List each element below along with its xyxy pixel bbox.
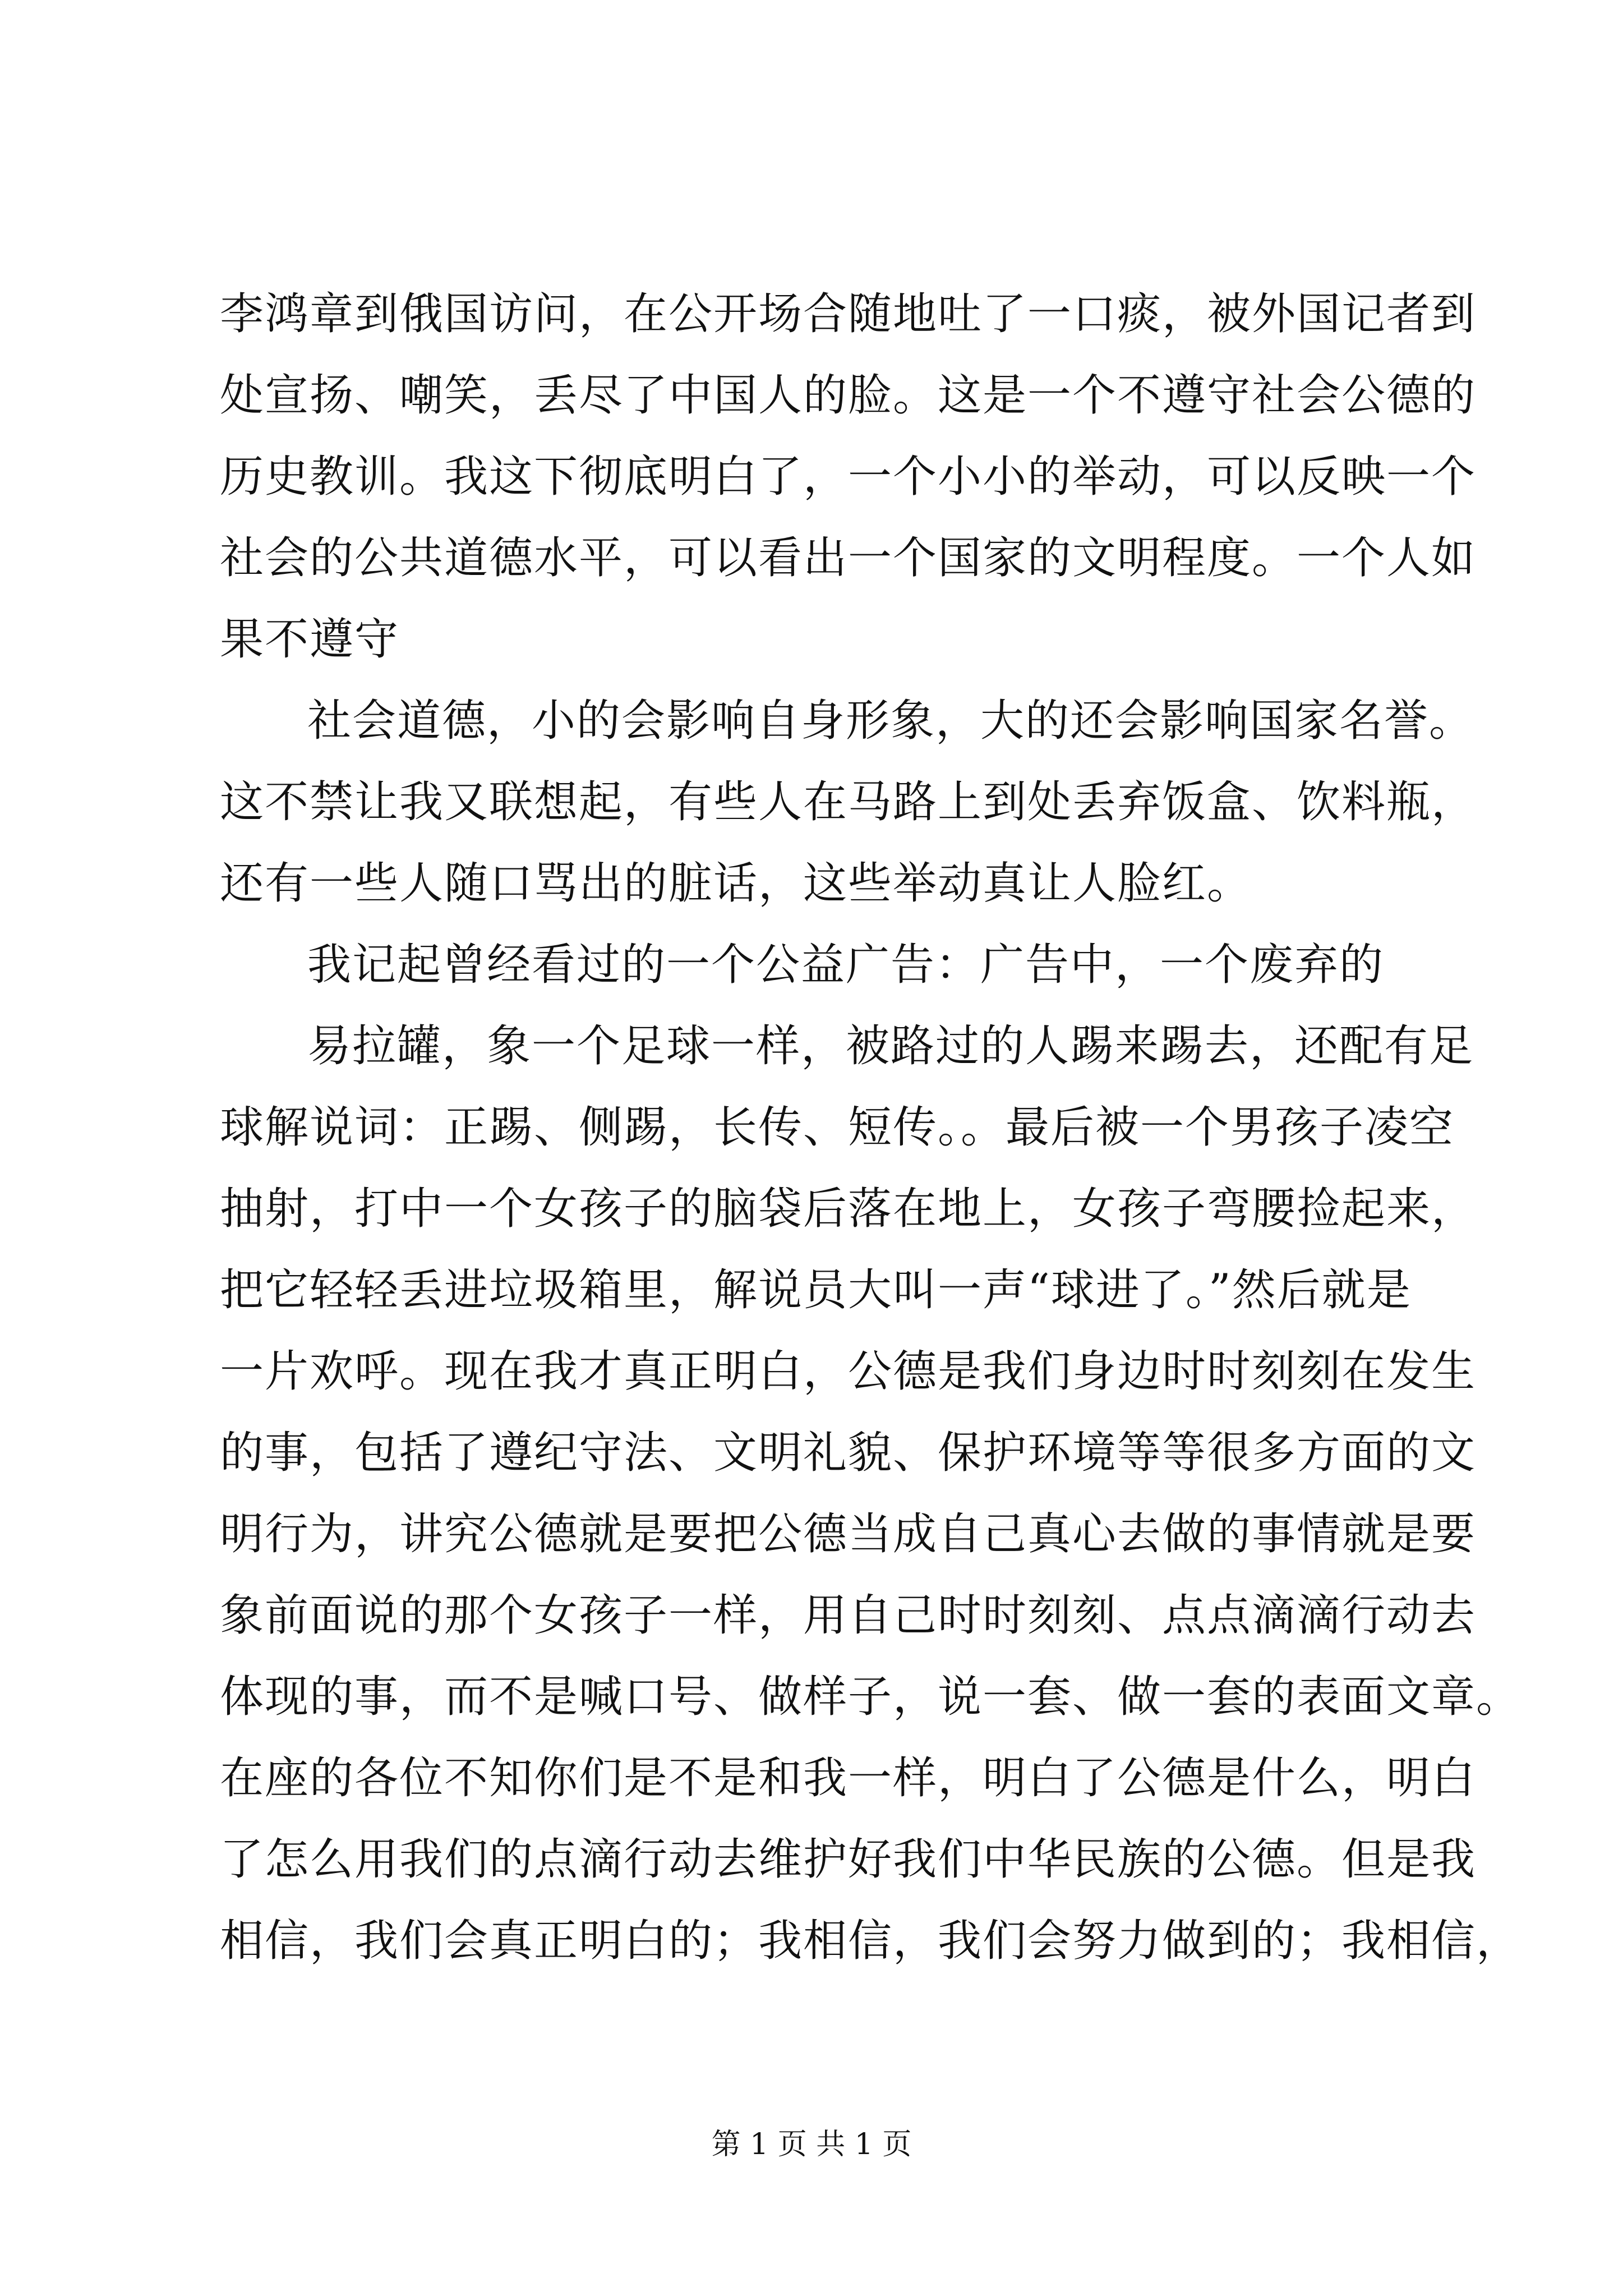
text-line: 李鸿章到俄国访问，在公开场合随地吐了一口痰，被外国记者到	[220, 289, 1477, 339]
text-line: 社会道德，小的会影响自身形象，大的还会影响国家名誉。	[307, 696, 1474, 746]
text-line: 相信，我们会真正明白的；我相信，我们会努力做到的；我相信，	[220, 1916, 1521, 1966]
text-line: 我记起曾经看过的一个公益广告：广告中，一个废弃的	[307, 940, 1385, 990]
text-line: 把它轻轻丢进垃圾箱里，解说员大叫一声“球进了。”然后就是	[220, 1265, 1412, 1315]
text-line: 了怎么用我们的点滴行动去维护好我们中华民族的公德。但是我	[220, 1834, 1477, 1885]
text-line: 在座的各位不知你们是不是和我一样，明白了公德是什么，明白	[220, 1753, 1477, 1803]
text-line: 球解说词：正踢、侧踢，长传、短传。。最后被一个男孩子凌空	[220, 1102, 1455, 1153]
text-line: 还有一些人随口骂出的脏话，这些举动真让人脸红。	[220, 858, 1252, 909]
body-text	[220, 274, 1521, 1982]
page-footer: 第 1 页 共 1 页	[711, 2128, 912, 2161]
text-line: 的事，包括了遵纪守法、文明礼貌、保护环境等等很多方面的文	[220, 1428, 1477, 1478]
text-line: 易拉罐，象一个足球一样，被路过的人踢来踢去，还配有足	[307, 1021, 1474, 1071]
text-line: 处宣扬、嘲笑，丢尽了中国人的脸。这是一个不遵守社会公德的	[220, 370, 1477, 421]
text-line: 抽射，打中一个女孩子的脑袋后落在地上，女孩子弯腰捡起来，	[220, 1184, 1477, 1234]
text-line: 历史教训。我这下彻底明白了，一个小小的举动，可以反映一个	[220, 452, 1477, 502]
text-line: 明行为，讲究公德就是要把公德当成自己真心去做的事情就是要	[220, 1509, 1477, 1559]
text-line: 一片欢呼。现在我才真正明白，公德是我们身边时时刻刻在发生	[220, 1346, 1477, 1397]
text-line: 体现的事，而不是喊口号、做样子，说一套、做一套的表面文章。	[220, 1672, 1521, 1722]
text-line: 这不禁让我又联想起，有些人在马路上到处丢弃饭盒、饮料瓶，	[220, 777, 1477, 827]
text-line: 果不遵守	[220, 614, 400, 665]
text-line: 社会的公共道德水平，可以看出一个国家的文明程度。一个人如	[220, 533, 1477, 583]
text-line: 象前面说的那个女孩子一样，用自己时时刻刻、点点滴滴行动去	[220, 1590, 1477, 1641]
